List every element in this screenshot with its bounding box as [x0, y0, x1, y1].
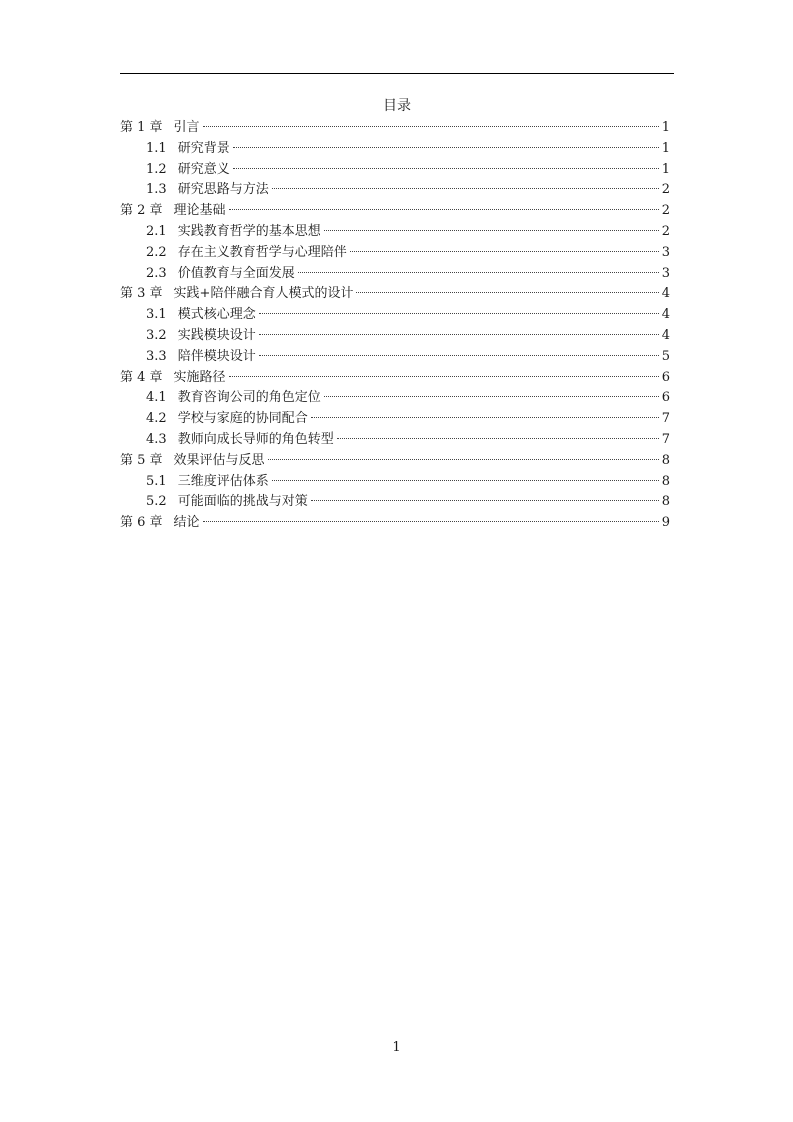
toc-dot-leader	[350, 251, 659, 252]
toc-entry-page: 8	[661, 473, 670, 489]
toc-chapter-entry[interactable]	[120, 118, 670, 139]
toc-entry-number: 5.1	[146, 473, 167, 489]
toc-entry-title: 三维度评估体系	[177, 473, 269, 489]
toc-dot-leader	[229, 209, 659, 210]
page-number: 1	[392, 1040, 401, 1055]
toc-entry-title: 理论基础	[173, 203, 226, 219]
toc-title: 目录	[383, 98, 411, 114]
toc-entry-title: 研究思路与方法	[177, 182, 269, 198]
toc-section-entry[interactable]	[120, 388, 670, 409]
toc-entry-title: 存在主义教育哲学与心理陪伴	[177, 244, 347, 260]
toc-entry-title: 学校与家庭的协同配合	[177, 411, 308, 427]
toc-entry-title: 实践教育哲学的基本思想	[177, 223, 321, 239]
toc-entry-page: 2	[661, 223, 670, 239]
toc-entry-number: 第 6 章	[120, 515, 163, 531]
toc-entry-page: 4	[661, 286, 670, 302]
toc-entry-title: 教师向成长导师的角色转型	[177, 431, 334, 447]
toc-dot-leader	[233, 168, 659, 169]
toc-entry-page: 8	[661, 494, 670, 510]
toc-dot-leader	[337, 438, 659, 439]
toc-section-entry[interactable]	[120, 243, 670, 264]
toc-dot-leader	[203, 126, 659, 127]
toc-section-entry[interactable]	[120, 180, 670, 201]
toc-entry-number: 2.3	[146, 265, 167, 281]
toc-dot-leader	[229, 376, 659, 377]
toc-section-entry[interactable]	[120, 472, 670, 493]
header-rule	[120, 73, 674, 74]
toc-chapter-entry[interactable]	[120, 368, 670, 389]
toc-entry-number: 4.1	[146, 390, 167, 406]
toc-entry-page: 2	[661, 203, 670, 219]
toc-dot-leader	[203, 521, 659, 522]
toc-entry-number: 2.1	[146, 223, 167, 239]
toc-entry-title: 模式核心理念	[177, 307, 256, 323]
toc-entry-number: 3.2	[146, 327, 167, 343]
toc-entry-page: 7	[661, 431, 670, 447]
toc-entry-title: 实践+陪伴融合育人模式的设计	[173, 286, 354, 302]
toc-entry-page: 3	[661, 244, 670, 260]
toc-entry-title: 引言	[173, 120, 200, 135]
toc-section-entry[interactable]	[120, 305, 670, 326]
toc-entry-number: 4.3	[146, 431, 167, 447]
toc-entry-title: 陪伴模块设计	[177, 348, 256, 364]
toc-entry-title: 研究意义	[177, 161, 230, 177]
toc-dot-leader	[324, 396, 659, 397]
toc-entry-title: 研究背景	[177, 140, 230, 156]
table-of-contents	[120, 118, 670, 534]
toc-chapter-entry[interactable]	[120, 201, 670, 222]
toc-entry-page: 1	[661, 161, 670, 177]
toc-entry-number: 1.3	[146, 182, 167, 198]
toc-entry-number: 第 3 章	[120, 286, 163, 302]
toc-entry-number: 3.3	[146, 348, 167, 364]
toc-entry-page: 1	[661, 120, 670, 135]
toc-entry-page: 2	[661, 182, 670, 198]
toc-section-entry[interactable]	[120, 347, 670, 368]
toc-entry-title: 实施路径	[173, 369, 226, 385]
toc-chapter-entry[interactable]	[120, 284, 670, 305]
toc-entry-page: 5	[661, 348, 670, 364]
toc-section-entry[interactable]	[120, 264, 670, 285]
toc-dot-leader	[311, 500, 659, 501]
toc-dot-leader	[356, 292, 658, 293]
toc-entry-number: 第 2 章	[120, 203, 163, 219]
toc-entry-number: 5.2	[146, 494, 167, 510]
toc-dot-leader	[272, 480, 659, 481]
toc-entry-number: 2.2	[146, 244, 167, 260]
toc-entry-page: 6	[661, 369, 670, 385]
toc-entry-number: 4.2	[146, 411, 167, 427]
toc-entry-page: 4	[661, 307, 670, 323]
toc-entry-title: 教育咨询公司的角色定位	[177, 390, 321, 406]
toc-entry-page: 8	[661, 452, 670, 468]
toc-dot-leader	[298, 272, 659, 273]
toc-dot-leader	[272, 188, 659, 189]
toc-entry-number: 第 1 章	[120, 120, 163, 135]
toc-chapter-entry[interactable]	[120, 513, 670, 534]
toc-section-entry[interactable]	[120, 430, 670, 451]
toc-section-entry[interactable]	[120, 139, 670, 160]
toc-entry-page: 7	[661, 411, 670, 427]
toc-section-entry[interactable]	[120, 492, 670, 513]
toc-entry-number: 1.1	[146, 140, 167, 156]
toc-entry-title: 结论	[173, 515, 200, 531]
toc-entry-number: 3.1	[146, 307, 167, 323]
toc-dot-leader	[259, 334, 659, 335]
toc-entry-title: 效果评估与反思	[173, 452, 265, 468]
toc-chapter-entry[interactable]	[120, 451, 670, 472]
toc-dot-leader	[311, 417, 659, 418]
toc-section-entry[interactable]	[120, 222, 670, 243]
toc-entry-page: 3	[661, 265, 670, 281]
toc-entry-number: 1.2	[146, 161, 167, 177]
toc-entry-title: 可能面临的挑战与对策	[177, 494, 308, 510]
toc-section-entry[interactable]	[120, 409, 670, 430]
toc-entry-number: 第 4 章	[120, 369, 163, 385]
toc-section-entry[interactable]	[120, 160, 670, 181]
toc-entry-number: 第 5 章	[120, 452, 163, 468]
toc-entry-page: 1	[661, 140, 670, 156]
toc-entry-page: 6	[661, 390, 670, 406]
toc-dot-leader	[268, 459, 659, 460]
toc-dot-leader	[259, 313, 659, 314]
toc-entry-title: 价值教育与全面发展	[177, 265, 295, 281]
toc-entry-page: 9	[661, 515, 670, 531]
toc-dot-leader	[259, 355, 659, 356]
toc-dot-leader	[324, 230, 659, 231]
toc-section-entry[interactable]	[120, 326, 670, 347]
toc-entry-page: 4	[661, 327, 670, 343]
toc-dot-leader	[233, 147, 659, 148]
toc-entry-title: 实践模块设计	[177, 327, 256, 343]
